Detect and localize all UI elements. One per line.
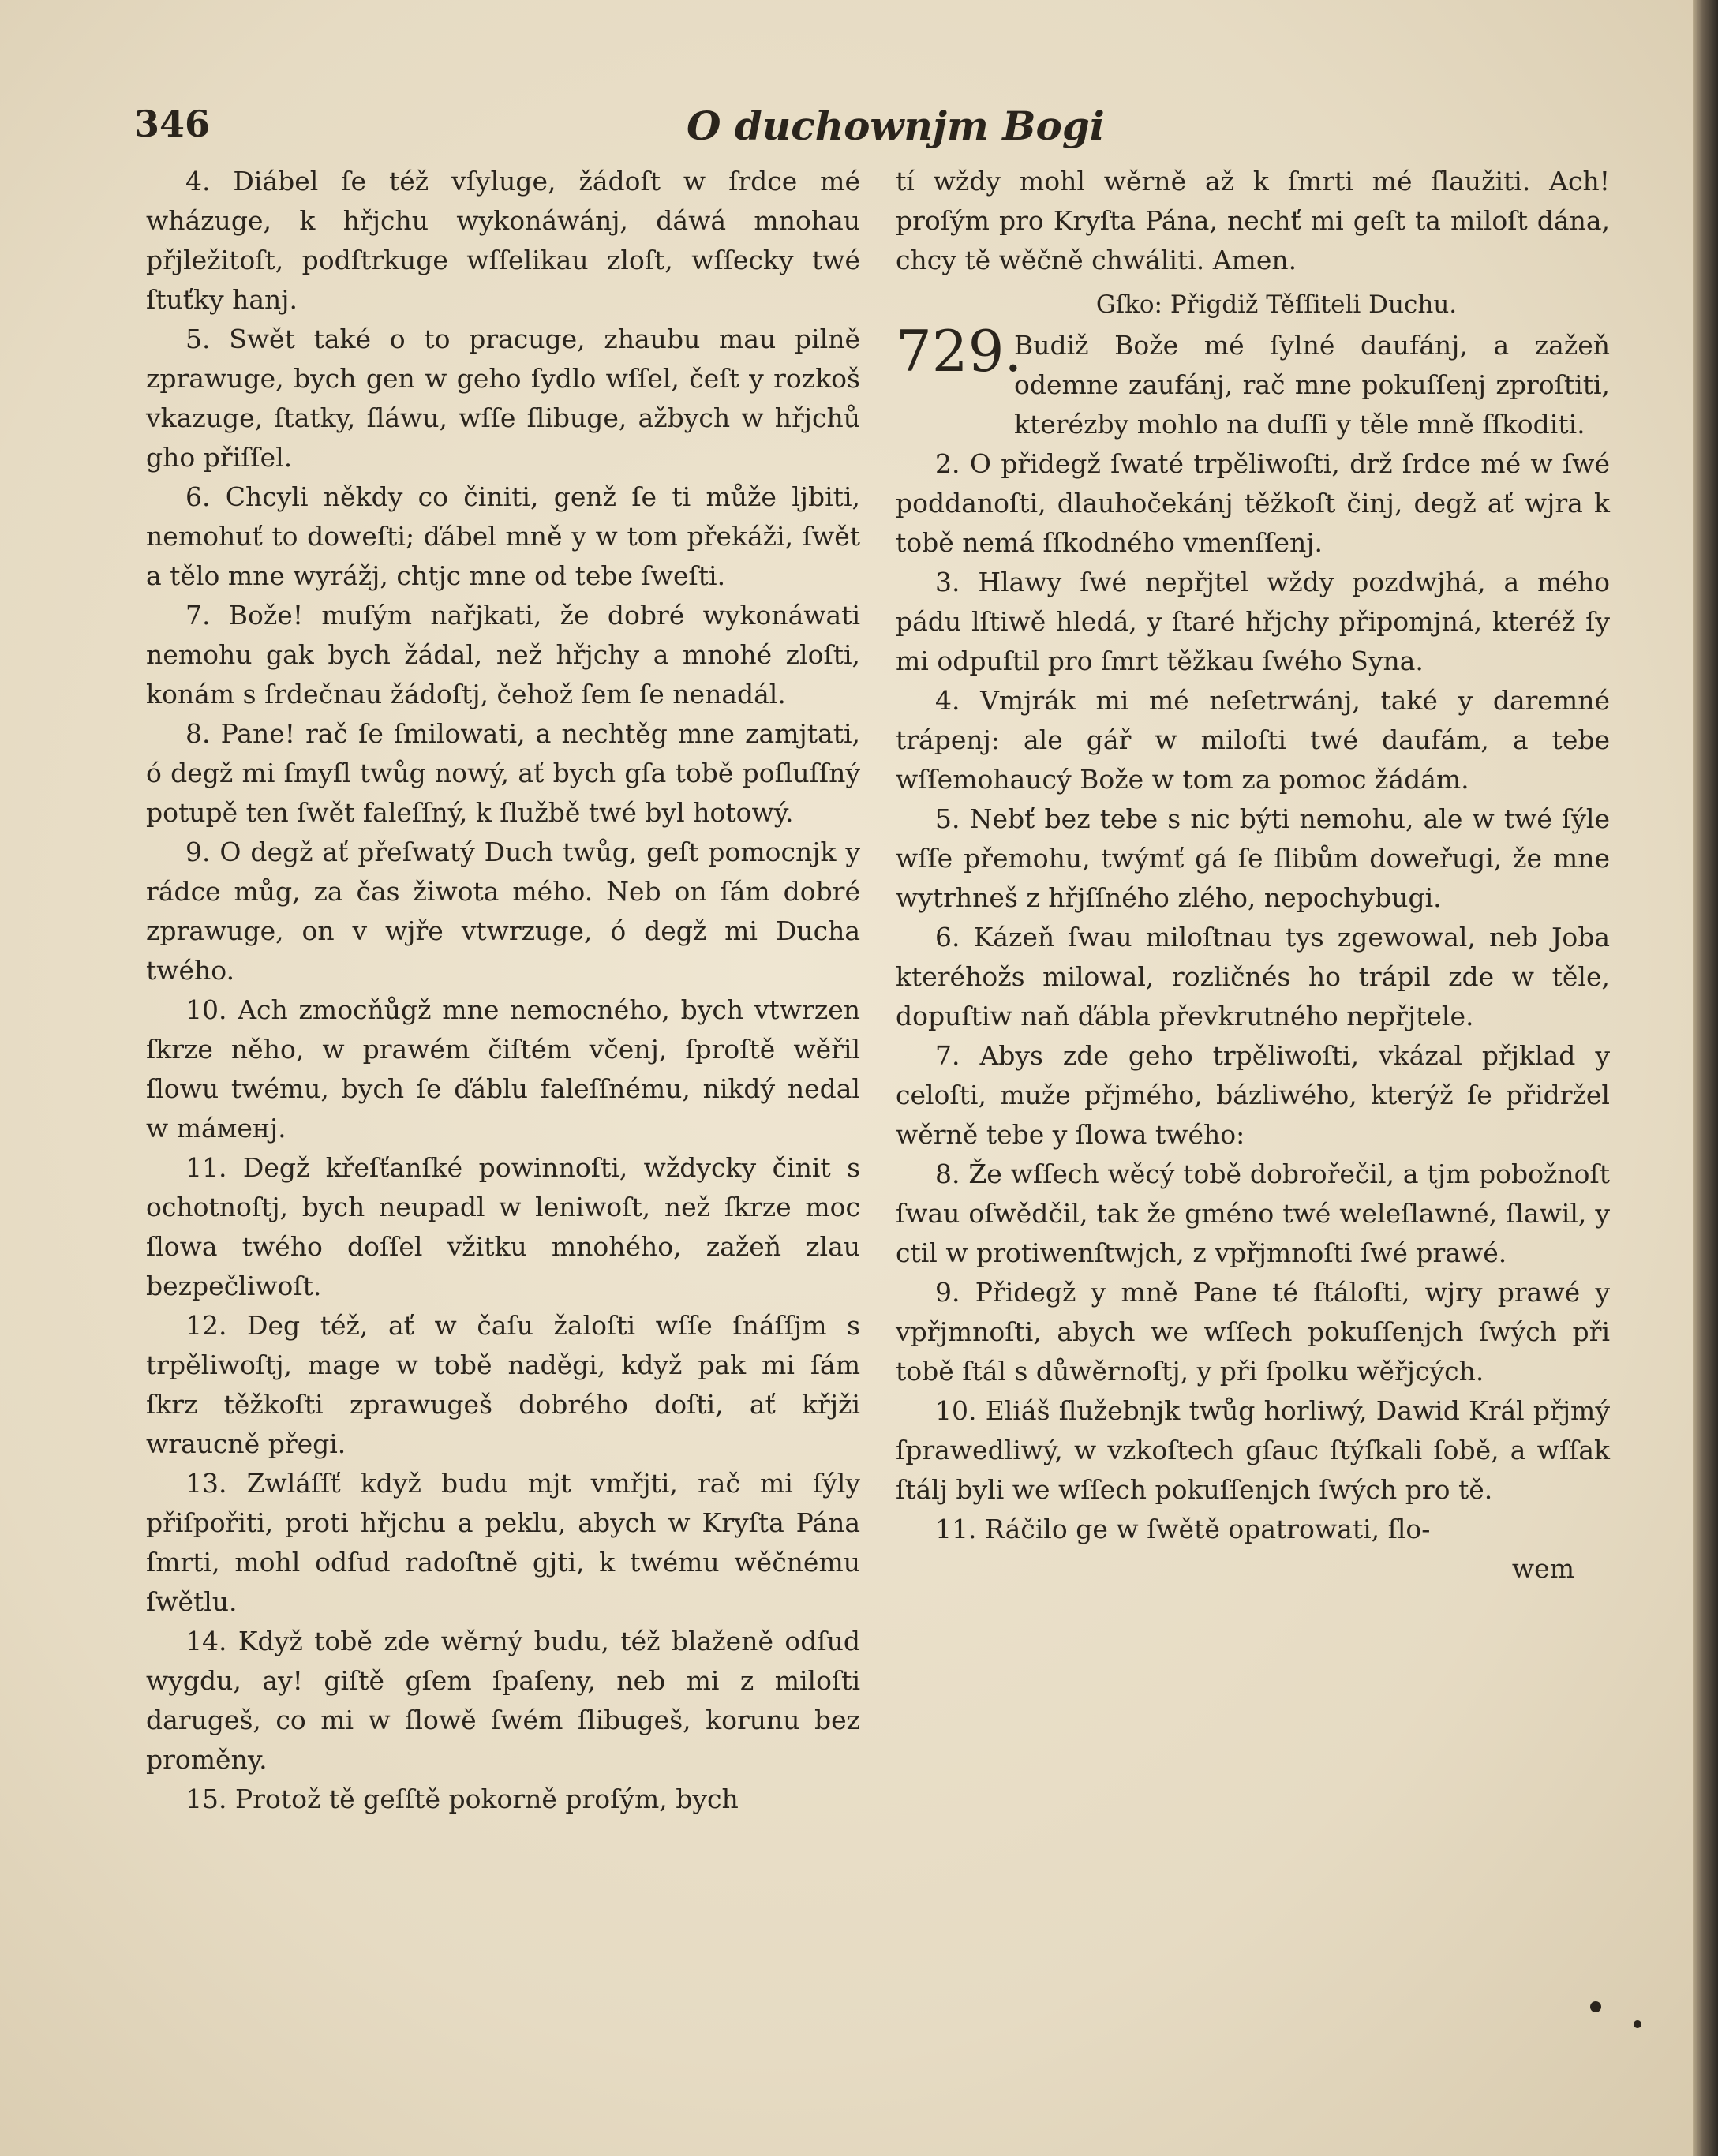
stanza: 15. Protož tě geſſtě pokorně proſým, bych bbox=[185, 1784, 739, 1814]
stanza: 11. Degž křeſťanſké powinnoſti, wždycky činit s ochotnoſtj, bych neupadl w leniwoſt, než ſkrze moc ſlowa twého doſſel vžitku mnohého, zažeň zlau bezpečliwoſt. bbox=[146, 1152, 860, 1301]
stanza: 8. Že wſſech wěcý tobě dobrořečil, a tjm pobožnoſt ſwau oſwědčil, tak že gméno twé weleſlawné, ſlawil, y ctil w protiwenſtwjch, z vpřjmnoſti ſwé prawé. bbox=[896, 1158, 1610, 1268]
stanza: 4. Diábel ſe též vſyluge, žádoſt w ſrdce mé wházuge, k hřjchu wykonáwánj, dáwá mnohau přjležitoſt, podſtrkuge wſſelikau zloſt, wſſecky twé ſtuťky hanj. bbox=[146, 166, 860, 315]
page-edge-shadow bbox=[1693, 0, 1718, 2156]
stanza: 5. Nebť bez tebe s nic býti nemohu, ale w twé ſýle wſſe přemohu, twýmť gá ſe ſlibům doweřugi, že mne wytrhneš z hřjſſného zlého, nepochybugi. bbox=[896, 803, 1610, 913]
stanza: 8. Pane! rač ſe ſmilowati, a nechtěg mne zamjtati, ó degž mi ſmyſl twůg nowý, ať bych gſa tobě poſluſſný potupě ten ſwět faleſſný, k ſlužbě twé byl hotowý. bbox=[146, 718, 860, 828]
right-column bbox=[896, 162, 1610, 1615]
page-header bbox=[134, 103, 1610, 158]
stanza: 4. Vmjrák mi mé neſetrwánj, také y daremné trápenj: ale gář w miloſti twé daufám, a tebe wſſemohaucý Bože w tom za pomoc žádám. bbox=[896, 685, 1610, 795]
stanza: 10. Eliáš ſlužebnjk twůg horliwý, Dawid Král přjmý ſprawedliwý, w vzkoſtech gſauc ſtýſkali ſobě, a wſſak ſtálj byli we wſſech pokuſſenjch ſwých pro tě. bbox=[896, 1395, 1610, 1505]
stanza: 6. Kázeň ſwau miloſtnau tys zgewowal, neb Joba kteréhožs milowal, rozličnés ho trápil zde w těle, dopuſtiw naň ďábla převkrutného nepřjtele. bbox=[896, 922, 1610, 1031]
ink-speck bbox=[1590, 2001, 1601, 2012]
hymn-first-text: Budiž Bože mé ſylné daufánj, a zažeň odemne zaufánj, rač mne pokuſſenj zproſtiti, kterézby mohlo na duſſi y těle mně ſſkoditi. bbox=[1014, 330, 1610, 440]
stanza: 10. Ach zmocňůgž mne nemocného, bych vtwrzen ſkrze něho, w prawém čiſtém včenj, ſproſtě wěřil ſlowu twému, bych ſe ďáblu faleſſnému, nikdý nedal w máменj. bbox=[146, 994, 860, 1144]
hymn-melody-label: Gſkо: Přigdiž Těſſiteli Duchu. bbox=[1095, 290, 1458, 319]
stanza: 12. Deg též, ať w čaſu žaloſti wſſe ſnáſſjm s trpěliwoſtj, mage w tobě naděgi, když pak mi ſám ſkrz těžkoſti zprawugeš dobrého doſti, ať křjži wraucně přegi. bbox=[146, 1310, 860, 1459]
stanza: 7. Bože! muſým nařjkati, že dobré wykonáwati nemohu gak bych žádal, než hřjchy a mnohé zloſti, konám s ſrdečnau žádoſtj, čehož ſem ſe nenadál. bbox=[146, 600, 860, 709]
left-column bbox=[146, 162, 860, 1819]
stanza: 9. Přidegž y mně Pane té ſtáloſti, wjry prawé y vpřjmnoſti, abych we wſſech pokuſſenjch ſwých při tobě ſtál s důwěrnoſtj, y při ſpolku wěřjcých. bbox=[896, 1277, 1610, 1387]
stanza: 2. O přidegž ſwaté trpěliwoſti, drž ſrdce mé w ſwé poddanoſti, dlauhočekánj těžkoſt činj, degž ať wjra k tobě nemá ſſkodného vmenſſenj. bbox=[896, 448, 1610, 558]
stanza: 7. Abys zde geho trpěliwoſti, vkázal přjklad y celoſti, muže přjmého, bázliwého, kterýž ſe přidržel wěrně tebe y ſlowa twého: bbox=[896, 1040, 1610, 1150]
page-number: 346 bbox=[134, 103, 211, 145]
stanza: 11. Ráčilo ge w ſwětě opatrowati, ſlo- bbox=[935, 1514, 1431, 1544]
stanza-continuation: tí wždy mohl wěrně až k ſmrti mé ſlaužiti. Ach! proſým pro Kryſta Pána, nechť mi geſt ta miloſt dána, chcy tě wěčně chwáliti. Amen. bbox=[896, 166, 1610, 275]
stanza: 13. Zwláſſť když budu mjt vmřjti, rač mi ſýly přiſpořiti, proti hřjchu a peklu, abych w Kryſta Pána ſmrti, mohl odſud radoſtně gjti, k twému wěčnému ſwětlu. bbox=[146, 1468, 860, 1617]
hymn-number: 729. bbox=[896, 318, 1023, 384]
running-title: O duchownjm Bogi bbox=[687, 103, 1105, 149]
catchword: wem bbox=[1511, 1553, 1574, 1584]
ink-speck bbox=[1634, 2020, 1641, 2028]
stanza: 9. O degž ať přeſwatý Duch twůg, geſt pomocnjk y rádce můg, za čas žiwota mého. Neb on ſám dobré zprawuge, on v wjře vtwrzuge, ó degž mi Ducha twého. bbox=[146, 837, 860, 986]
stanza: 14. Když tobě zde wěrný budu, též blaženě odſud wygdu, ay! giſtě gſem ſpaſeny, neb mi z miloſti darugeš, co mi w ſlowě ſwém ſlibugeš, korunu bez proměny. bbox=[146, 1626, 860, 1775]
stanza: 3. Hlawy ſwé nepřjtel wždy pozdwjhá, a mého pádu lſtiwě hledá, y ſtaré hřjchy připomjná, kteréž ſy mi odpuſtil pro ſmrt těžkau ſwého Syna. bbox=[896, 567, 1610, 676]
hymn-first-stanza bbox=[896, 318, 1610, 444]
stanza: 6. Chcyli někdy co činiti, genž ſe ti může ljbiti, nemohuť to doweſti; ďábel mně y w tom překáži, ſwět a tělo mne wyrážj, chtjc mne od tebe ſweſti. bbox=[146, 481, 860, 591]
stanza: 5. Swět také o to pracuge, zhaubu mau pilně zprawuge, bych gen w geho ſydlo wſſel, čeſt y rozkoš vkazuge, ſtatky, ſláwu, wſſe ſlibuge, ažbych w hřjchů gho přiſſel. bbox=[146, 324, 860, 473]
